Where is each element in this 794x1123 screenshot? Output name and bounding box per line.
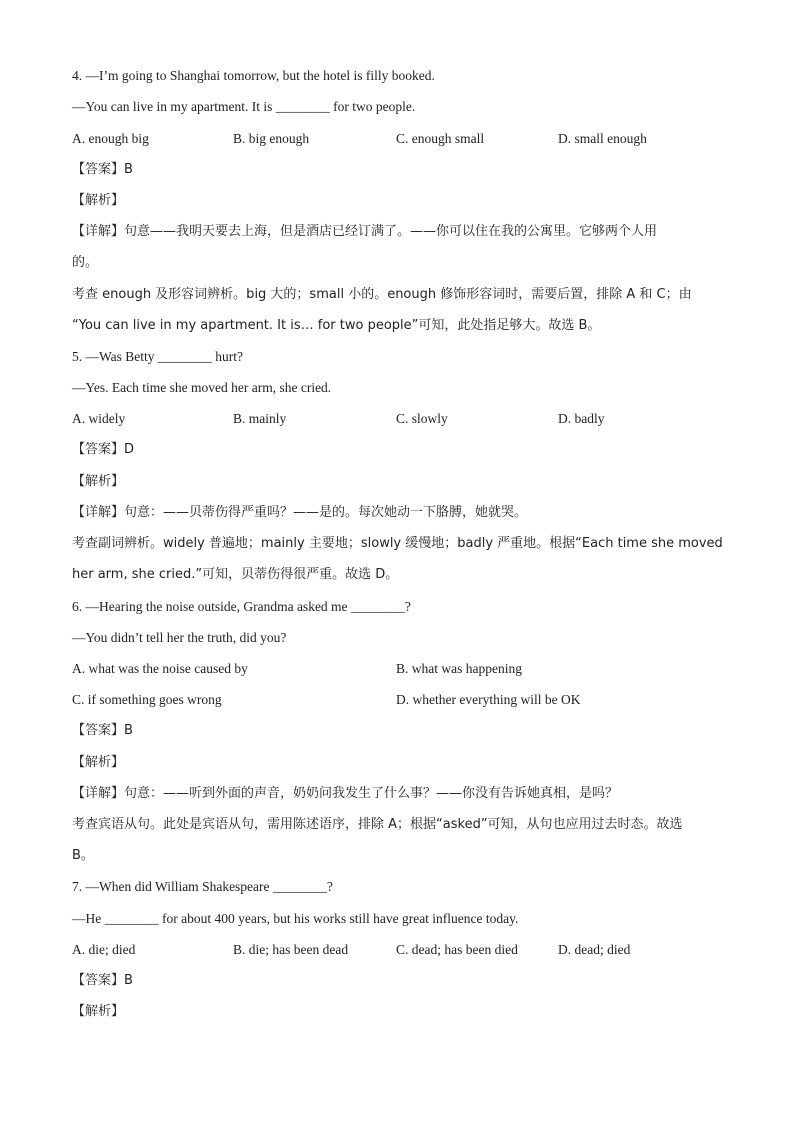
q6-option-a: A. what was the noise caused by [72,661,248,676]
q6-detail-line-2: 考查宾语从句。此处是宾语从句，需用陈述语序，排除 A；根据“asked”可知，从句也应用过去时态。故选 [72,817,683,832]
q4-option-a: A. enough big [72,131,149,146]
q5-stem-line-2: —Yes. Each time she moved her arm, she cried. [72,380,332,395]
q4-option-c: C. enough small [396,131,485,146]
q7-option-a: A. die; died [72,942,136,957]
q5-detail-line-3: her arm, she cried.”可知，贝蒂伤得很严重。故选 D。 [72,567,399,582]
q4-analysis-label: 【解析】 [72,193,125,208]
q5-stem-line-1: 5. —Was Betty ________ hurt? [72,349,244,364]
q6-detail-line-1: 【详解】句意：——听到外面的声音，奶奶问我发生了什么事？——你没有告诉她真相，是吗？ [72,786,619,801]
q5-option-a: A. widely [72,411,126,426]
q5-option-d: D. badly [558,411,605,426]
q7-option-d: D. dead; died [558,942,631,957]
q4-stem-line-1: 4. —I’m going to Shanghai tomorrow, but the hotel is filly booked. [72,68,435,83]
q5-option-b: B. mainly [233,411,287,426]
q4-detail-line-4: “You can live in my apartment. It is… for two people”可知，此处指足够大。故选 B。 [72,318,601,333]
q5-option-c: C. slowly [396,411,448,426]
q6-answer: 【答案】B [72,723,133,738]
q7-stem-line-1: 7. —When did William Shakespeare ________? [72,879,333,894]
q5-detail-line-1: 【详解】句意：——贝蒂伤得严重吗？——是的。每次她动一下胳膊，她就哭。 [72,505,528,520]
q4-option-d: D. small enough [558,131,647,146]
q7-answer: 【答案】B [72,973,133,988]
q7-analysis-label: 【解析】 [72,1004,125,1019]
q7-option-b: B. die; has been dead [233,942,349,957]
q4-detail-line-2: 的。 [72,255,99,270]
q5-answer: 【答案】D [72,442,135,457]
q6-stem-line-1: 6. —Hearing the noise outside, Grandma asked me ________? [72,599,411,614]
q5-analysis-label: 【解析】 [72,474,125,489]
q6-option-d: D. whether everything will be OK [396,692,581,707]
q4-answer: 【答案】B [72,162,133,177]
q4-detail-line-1: 【详解】句意——我明天要去上海，但是酒店已经订满了。——你可以住在我的公寓里。它够两个人用 [72,224,658,239]
q4-stem-line-2: —You can live in my apartment. It is ________ for two people. [72,99,416,114]
q6-option-b: B. what was happening [396,661,522,676]
q7-option-c: C. dead; has been died [396,942,518,957]
q5-detail-line-2: 考查副词辨析。widely 普遍地；mainly 主要地；slowly 缓慢地；badly 严重地。根据“Each time she moved [72,536,723,551]
q7-stem-line-2: —He ________ for about 400 years, but his works still have great influence today. [72,911,519,926]
q6-analysis-label: 【解析】 [72,755,125,770]
q6-option-c: C. if something goes wrong [72,692,222,707]
q4-option-b: B. big enough [233,131,310,146]
q4-detail-line-3: 考查 enough 及形容词辨析。big 大的；small 小的。enough 修饰形容词时，需要后置，排除 A 和 C；由 [72,287,692,302]
q6-detail-line-3: B。 [72,848,94,863]
q6-stem-line-2: —You didn’t tell her the truth, did you? [72,630,287,645]
